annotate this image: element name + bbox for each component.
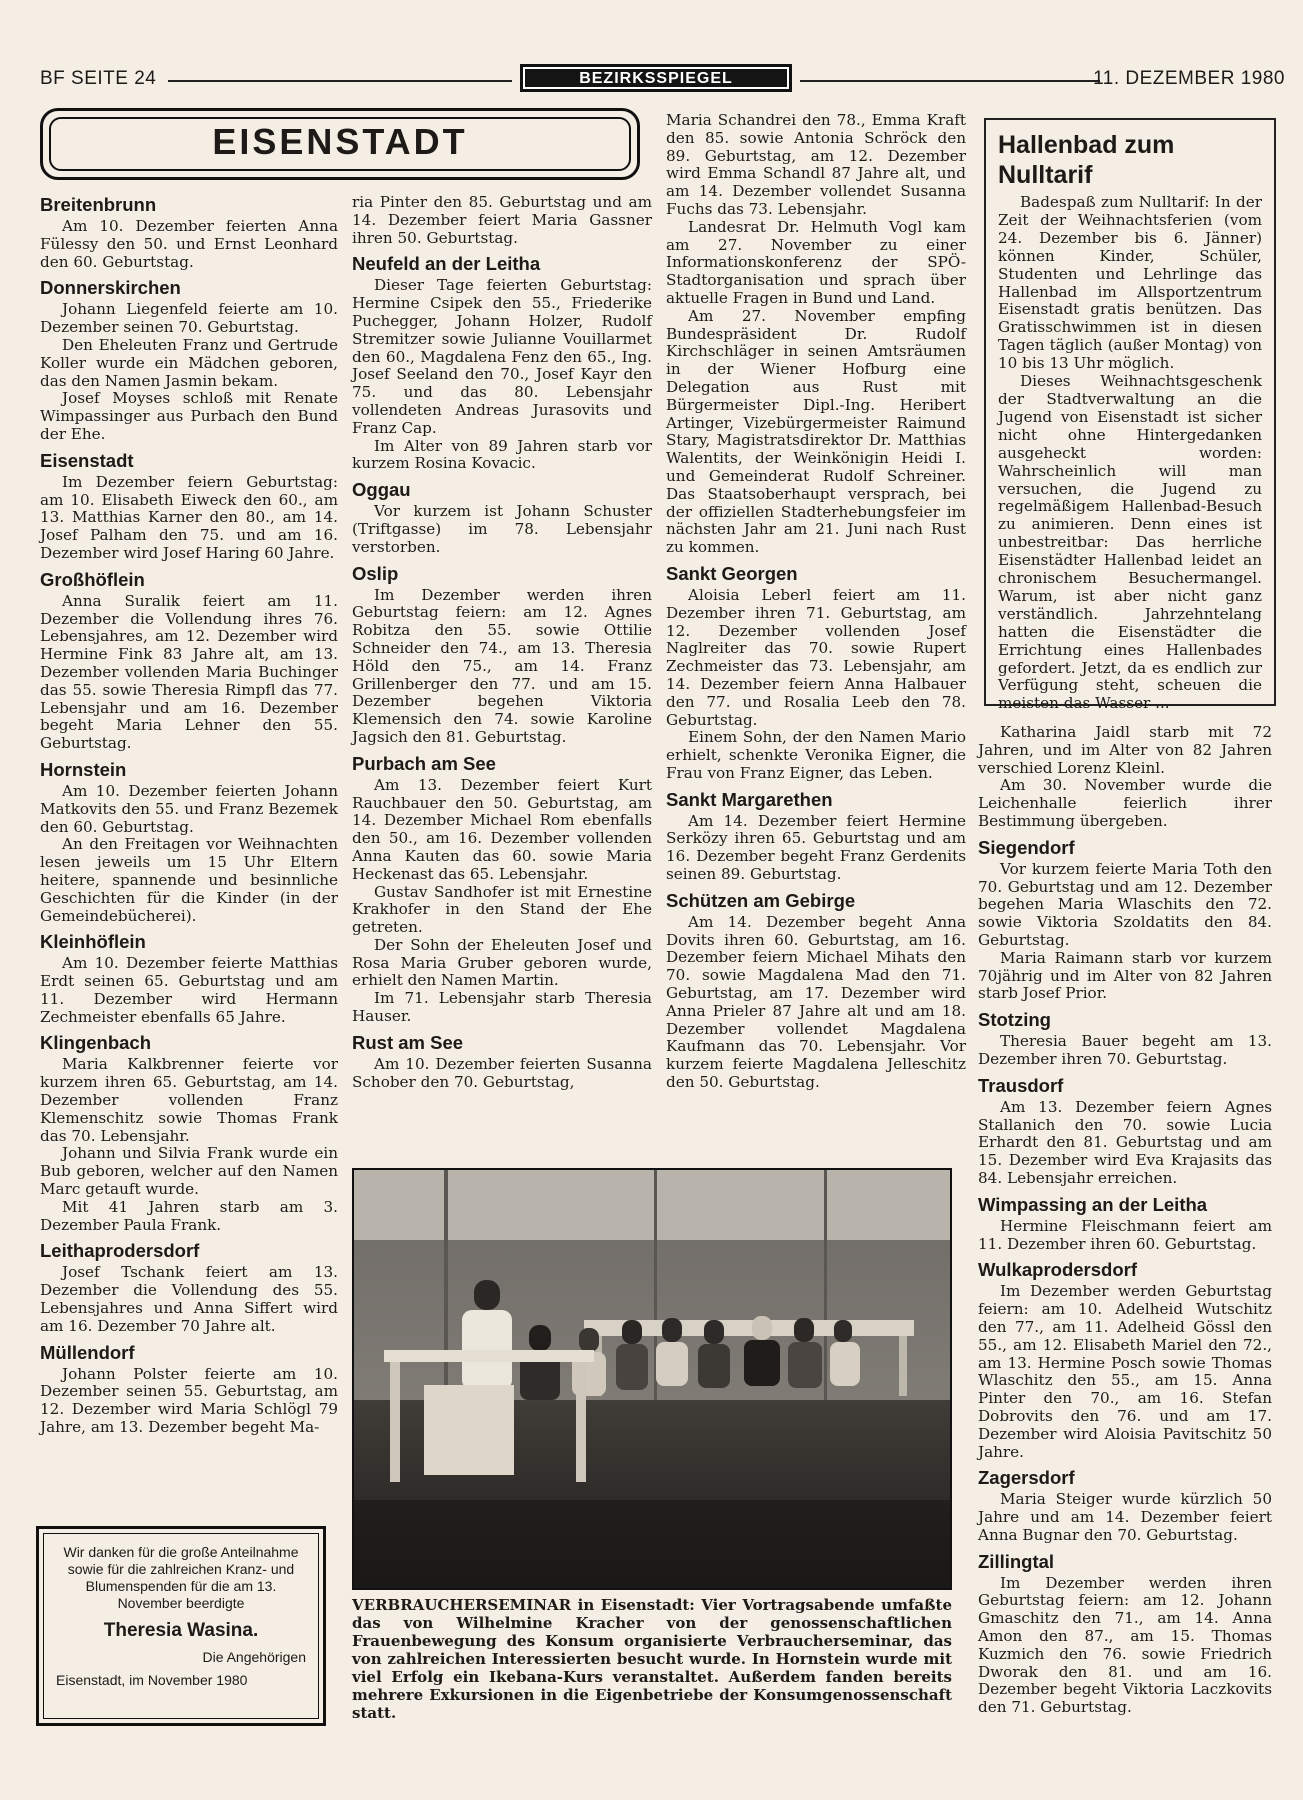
place-heading: Oggau [352, 479, 411, 501]
issue-date: 11. DEZEMBER 1980 [1093, 68, 1285, 89]
article-paragraph: Am 13. Dezember feiert Kurt Rauchbauer den 50. Geburtstag, am 14. Dezember Michael Rom ebenfalls den 50., am 16. Dezember vollenden Anna Kauten das 60. sowie Maria Heckenast das 65. Lebensjahr. [352, 775, 652, 883]
place-heading: Rust am See [352, 1031, 464, 1053]
article-paragraph: Einem Sohn, der den Namen Mario erhielt, schenkte Veronika Eigner, die Frau von Franz Eigner, das Leben. [666, 728, 966, 782]
obituary-place-date: Eisenstadt, im November 1980 [56, 1672, 248, 1688]
place-heading: Oslip [352, 562, 399, 584]
masthead-title: EISENSTADT [212, 121, 468, 162]
place-heading: Hornstein [40, 758, 127, 780]
article-paragraph: An den Freitagen vor Weihnachten lesen jeweils um 15 Uhr Eltern heitere, spannende und besinnliche Geschichten für die Kinder (in der Gemeindebücherei). [40, 835, 338, 925]
article-paragraph: Vor kurzem ist Johann Schuster (Triftgasse) im 78. Lebensjahr verstorben. [352, 502, 652, 556]
section-banner [520, 64, 792, 92]
article-paragraph: Maria Kalkbrenner feierte vor kurzem ihren 65. Geburtstag, am 14. Dezember vollenden Franz Klemenschitz sowie Thomas Frank das 70. Lebensjahr. [40, 1055, 338, 1145]
place-heading: Stotzing [978, 1009, 1051, 1031]
article-paragraph: Katharina Jaidl starb mit 72 Jahren, und im Alter von 82 Jahren verschied Lorenz Kleinl. [978, 723, 1272, 777]
place-heading: Kleinhöflein [40, 931, 146, 953]
place-heading: Trausdorf [978, 1074, 1064, 1096]
article-paragraph: Am 10. Dezember feierten Johann Matkovits den 55. und Franz Bezemek den 60. Geburtstag. [40, 781, 338, 836]
place-heading: Donnerskirchen [40, 277, 181, 299]
article-paragraph: Im Dezember werden ihren Geburtstag feiern: am 12. Agnes Robitza den 55. sowie Ottilie Schneider den 74., am 13. Theresia Höld den 75., am 14. Franz Grillenberger den 77. und am 15. Dezember begehen Viktoria Klemensich den 74. sowie Karoline Jagsich den 81. Geburtstag. [352, 585, 652, 746]
article-paragraph: Vor kurzem feierte Maria Toth den 70. Geburtstag und am 12. Dezember begehen Maria Wlaschits den 72. sowie Viktoria Szoldatits den 84. Geburtstag. [978, 859, 1272, 949]
article-paragraph: Im Dezember werden ihren Geburtstag feiern: am 12. Johann Gmaschitz den 71., am 14. Anna Amon den 87., am 15. Thomas Kuzmich den 76. sowie Friedrich Dworak den 81. und am 16. Dezember begeht Viktoria Laczkovits den 71. Geburtstag. [978, 1573, 1272, 1717]
article-paragraph: Am 10. Dezember feierte Matthias Erdt seinen 65. Geburtstag und am 11. Dezember wird Hermann Zechmeister ebenfalls 65 Jahre. [40, 954, 338, 1026]
article-paragraph: Am 14. Dezember begeht Anna Dovits ihren 60. Geburtstag, am 16. Dezember feiern Michael Mihats den 70. sowie Magdalena Mad den 71. Geburtstag, am 17. Dezember wird Anna Prieler 87 Jahre alt und am 18. Dezember vollendet Magdalena Kaufmann das 70. Lebensjahr. Vor kurzem feierte Magdalena Jelleschitz den 50. Geburtstag. [666, 912, 966, 1092]
page-label: BF SEITE 24 [40, 68, 157, 89]
section-title: BEZIRKSSPIEGEL [525, 69, 787, 87]
obituary-notice [36, 1526, 326, 1726]
region-masthead [40, 108, 640, 180]
place-heading: Wimpassing an der Leitha [978, 1193, 1208, 1215]
article-paragraph: Im Dezember feiern Geburtstag: am 10. Elisabeth Eiweck den 60., am 13. Matthias Karner den 80., am 14. Josef Palham den 75. und am 16. Dezember wird Josef Haring 60 Jahre. [40, 472, 338, 562]
article-paragraph: Dieser Tage feierten Geburtstag: Hermine Csipek den 55., Friederike Puchegger, Johann Holzer, Rudolf Stremitzer sowie Julianne Vouillarmet den 60., Magdalena Fenz den 65., Ing. Josef Seeland den 70., Josef Kayr den 75. und das 80. Lebensjahr vollendeten Andreas Jurasovits und Franz Cap. [352, 276, 652, 437]
article-paragraph: Am 14. Dezember feiert Hermine Serközy ihren 65. Geburtstag und am 16. Dezember begeht Franz Gerdenits seinen 89. Geburtstag. [666, 811, 966, 884]
place-heading: Sankt Georgen [666, 562, 798, 584]
article-paragraph: Am 30. November wurde die Leichenhalle feierlich ihrer Bestimmung übergeben. [978, 776, 1272, 830]
article-paragraph: Am 27. November empfing Bundespräsident Dr. Rudolf Kirchschläger in seinen Amtsräumen in der Wiener Hofburg eine Delegation aus Rust mit Bürgermeister Dipl.-Ing. Heribert Artinger, Vizebürgermeister Raimund Stary, Magistratsdirektor Dr. Matthias Walentits, der Weinkönigin Heidi I. und Gemeinderat Rudolf Schreiner. Das Staatsoberhaupt versprach, bei der offiziellen Stadterhebungsfeier im nächsten Jahr am 21. Juni nach Rust zu kommen. [666, 306, 966, 557]
seminar-photo [352, 1168, 952, 1590]
article-paragraph: Theresia Bauer begeht am 13. Dezember ihren 70. Geburtstag. [978, 1032, 1272, 1068]
article-paragraph: Im Alter von 89 Jahren starb vor kurzem Rosina Kovacic. [352, 436, 652, 473]
place-heading: Zillingtal [978, 1550, 1055, 1572]
article-paragraph: Josef Tschank feiert am 13. Dezember die Vollendung des 55. Lebensjahres und Anna Siffert wird am 16. Dezember 70 Jahre alt. [40, 1263, 338, 1335]
hallenbad-title: Hallenbad zum Nulltarif [998, 131, 1175, 189]
obituary-frame [43, 1533, 319, 1719]
place-heading: Wulkaprodersdorf [978, 1259, 1137, 1281]
article-paragraph: Der Sohn der Eheleuten Josef und Rosa Maria Gruber geboren wurde, erhielt den Namen Martin. [352, 935, 652, 990]
article-paragraph: Aloisia Leberl feiert am 11. Dezember ihren 71. Geburtstag, am 12. Dezember vollenden Josef Naglreiter das 70. sowie Rupert Zechmeister das 73. Lebensjahr, am 14. Dezember feiern Anna Halbauer den 77. und Rosalia Leeb den 78. Geburtstag. [666, 585, 966, 729]
place-heading: Klingenbach [40, 1032, 152, 1054]
place-heading: Eisenstadt [40, 449, 134, 471]
article-paragraph: Maria Schandrei den 78., Emma Kraft den 85. sowie Antonia Schröck den 89. Geburtstag, am 12. Dezember wird Emma Schandl 87 Jahre alt, und am 14. Dezember vollendet Susanna Fuchs das 73. Lebensjahr. [666, 111, 966, 218]
place-heading: Siegendorf [978, 836, 1075, 858]
obituary-name: Theresia Wasina. [103, 1620, 259, 1641]
place-heading: Breitenbrunn [40, 194, 157, 215]
article-paragraph: Maria Raimann starb vor kurzem 70jährig und im Alter von 82 Jahren starb Josef Prior. [978, 948, 1272, 1003]
article-paragraph: Johann und Silvia Frank wurde ein Bub geboren, welcher auf den Namen Marc getauft wurde. [40, 1144, 338, 1199]
article-paragraph: Johann Polster feierte am 10. Dezember seinen 55. Geburtstag, am 12. Dezember wird Maria Schlögl 79 Jahre, am 13. Dezember begeht Ma- [40, 1364, 338, 1437]
article-paragraph: Am 10. Dezember feierten Anna Fülessy den 50. und Ernst Leonhard den 60. Geburtstag. [40, 217, 338, 271]
seminar-photo-image [354, 1170, 950, 1588]
column-3 [666, 112, 966, 1092]
article-paragraph: Am 13. Dezember feiern Agnes Stallanich den 70. sowie Lucia Erhardt den 81. Geburtstag und am 15. Dezember wird Eva Krajasits das 84. Lebensjahr erreichen. [978, 1097, 1272, 1187]
place-heading: Schützen am Gebirge [666, 889, 856, 911]
place-heading: Leithaprodersdorf [40, 1240, 200, 1262]
place-heading: Zagersdorf [978, 1467, 1075, 1489]
article-paragraph: Den Eheleuten Franz und Gertrude Koller wurde ein Mädchen geboren, das den Namen Jasmin bekam. [40, 335, 338, 390]
column-4 [978, 724, 1272, 1717]
place-heading: Neufeld an der Leitha [352, 253, 541, 275]
article-paragraph: Josef Moyses schloß mit Renate Wimpassinger aus Purbach den Bund der Ehe. [40, 389, 338, 443]
article-paragraph: Gustav Sandhofer ist mit Ernestine Krakhofer in den Stand der Ehe getreten. [352, 882, 652, 937]
header-rule-right [800, 80, 1100, 82]
article-paragraph: Im 71. Lebensjahr starb Theresia Hauser. [352, 989, 652, 1026]
article-paragraph: Im Dezember werden Geburtstag feiern: am 10. Adelheid Wutschitz den 77., am 11. Adelheid Gössl den 55., am 12. Elisabeth Mariel den 72., am 13. Hermine Posch sowie Thomas Wlaschitz den 55., am 15. Anna Pinter den 70., am 16. Stefan Dobrovits den 76. und am 17. Dezember wird Aloisia Pavitschitz 50 Jahre. [978, 1282, 1272, 1461]
obituary-thanks: Wir danken für die große Anteilnahme sowie für die zahlreichen Kranz- und Blumenspenden für die am 13. November beerdigte [63, 1544, 299, 1611]
article-paragraph: Am 10. Dezember feierten Susanna Schober den 70. Geburtstag, [352, 1054, 652, 1091]
article-paragraph: Hermine Fleischmann feiert am 11. Dezember ihren 60. Geburtstag. [978, 1216, 1272, 1253]
place-heading: Purbach am See [352, 752, 496, 774]
hallenbad-text [998, 194, 1262, 713]
place-heading: Müllendorf [40, 1341, 135, 1363]
photo-caption: VERBRAUCHERSEMINAR in Eisenstadt: Vier Vortragsabende umfaßte das von Wilhelmine Kracher von der genossenschaftlichen Frauenbewegung des Konsum organisierte Verbraucherseminar, das von zahlreichen Interessierten besucht wurde. In Hornstein wurde mit viel Erfolg ein Ikebana-Kurs veranstaltet. Außerdem fanden bereits mehrere Exkursionen in die Eigenbetriebe der Konsumgenossenschaft statt. [352, 1596, 952, 1722]
place-heading: Großhöflein [40, 568, 145, 590]
article-paragraph: Mit 41 Jahren starb am 3. Dezember Paula Frank. [40, 1197, 338, 1234]
hallenbad-box [984, 118, 1276, 713]
column-1 [40, 188, 338, 1437]
article-paragraph: Johann Liegenfeld feierte am 10. Dezember seinen 70. Geburtstag. [40, 300, 338, 337]
place-heading: Sankt Margarethen [666, 788, 833, 810]
obituary-signature: Die Angehörigen [202, 1649, 306, 1665]
article-paragraph: ria Pinter den 85. Geburtstag und am 14. Dezember feiert Maria Gassner ihren 50. Geburtstag. [352, 193, 652, 247]
article-paragraph: Dieses Weihnachtsgeschenk der Stadtverwaltung an die Jugend von Eisenstadt ist sicher nicht ohne Hintergedanken ausgeheckt worden: Wahrscheinlich will man versuchen, die Jugend zu regelmäßigem Hallenbad-Besuch zu animieren. Denn eines ist unbestreitbar: Das herrliche Eisenstädter Hallenbad leidet an chronischem Besuchermangel. Warum, ist aber nicht ganz verständlich. Jahrzehntelang hatten die Eisenstädter die Errichtung eines Hallenbades gefordert. Jetzt, da es endlich zur Verfügung steht, scheuen die meisten das Wasser ... [998, 372, 1262, 713]
article-paragraph: Badespaß zum Nulltarif: In der Zeit der Weihnachtsferien (vom 24. Dezember bis 6. Jänner) können Kinder, Schüler, Studenten und Lehrlinge das Hallenbad im Allsportzentrum Eisenstadt gratis benützen. Das Gratisschwimmen ist in diesen Tagen täglich (außer Montag) von 10 bis 13 Uhr möglich. [998, 193, 1262, 373]
article-paragraph: Anna Suralik feiert am 11. Dezember die Vollendung ihres 76. Lebensjahres, am 12. Dezember wird Hermine Fink 83 Jahre alt, am 13. Dezember vollenden Maria Buchinger das 55. sowie Theresia Rimpfl das 77. Lebensjahr und am 16. Dezember begeht Maria Lehner den 55. Geburtstag. [40, 591, 338, 753]
article-paragraph: Landesrat Dr. Helmuth Vogl kam am 27. November zu einer Informationskonferenz der SPÖ-Stadtorganisation und sprach über aktuelle Fragen in Bund und Land. [666, 217, 966, 307]
column-2 [352, 194, 652, 1091]
article-paragraph: Maria Steiger wurde kürzlich 50 Jahre und am 14. Dezember feiert Anna Bugnar den 70. Geburtstag. [978, 1490, 1272, 1544]
header-rule-left [168, 80, 512, 82]
page-header [40, 64, 1285, 96]
